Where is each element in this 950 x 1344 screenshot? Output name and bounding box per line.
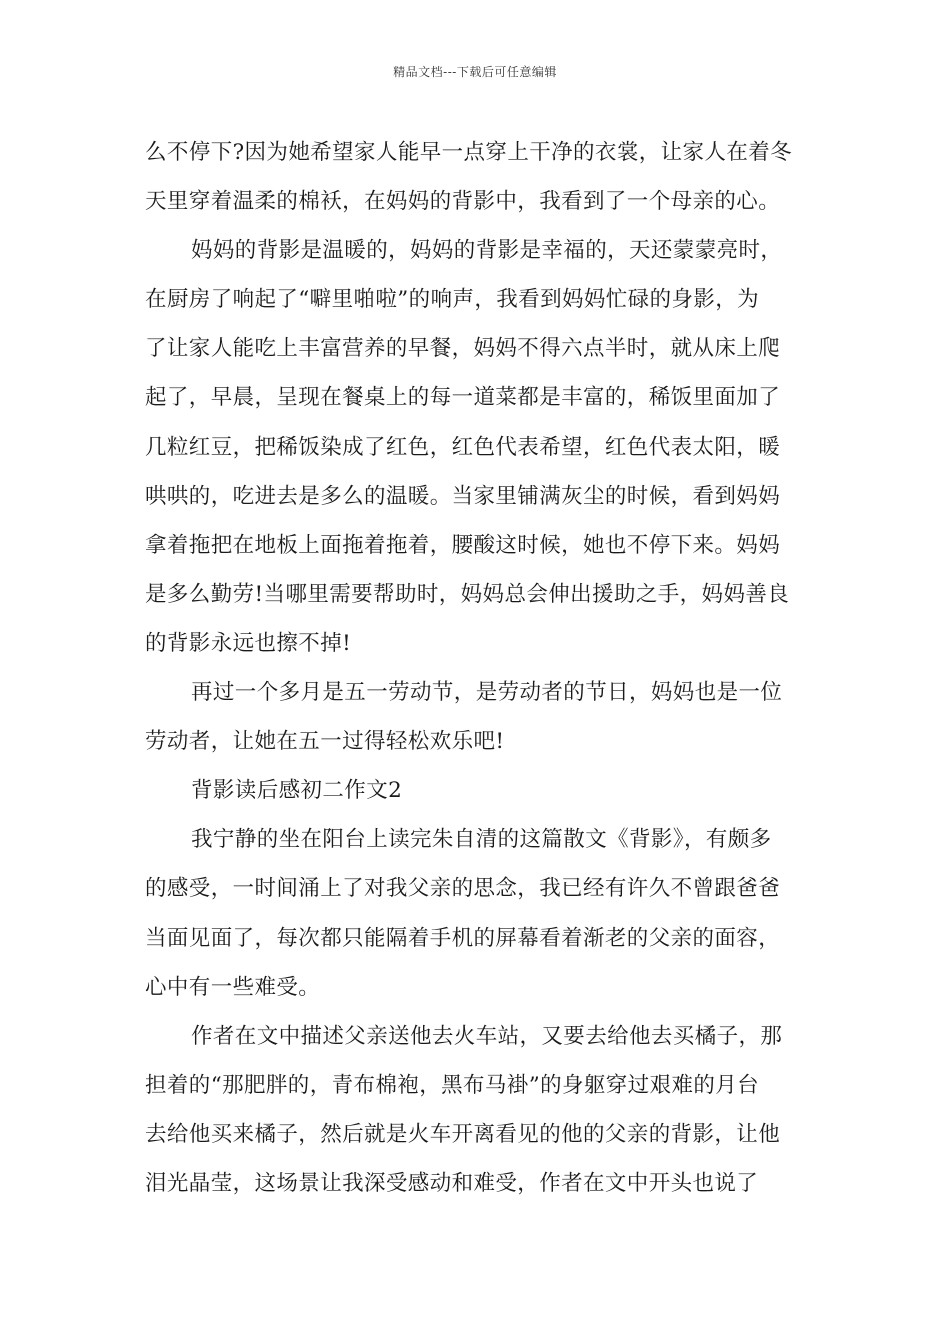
text-line: 起了，早晨，呈现在餐桌上的每一道菜都是丰富的，稀饭里面加了: [145, 385, 781, 411]
section-heading: 背影读后感初二作文2: [191, 778, 403, 804]
paragraph-start-line: 作者在文中描述父亲送他去火车站，又要去给他去买橘子，那: [191, 1023, 783, 1049]
page-header: 精品文档---下载后可任意编辑: [393, 65, 557, 79]
text-line: 的感受，一时间涌上了对我父亲的思念，我已经有许久不曾跟爸爸: [145, 876, 781, 902]
text-line: 劳动者，让她在五一过得轻松欢乐吧!: [145, 729, 505, 755]
text-line: 是多么勤劳!当哪里需要帮助时，妈妈总会伸出援助之手，妈妈善良: [145, 581, 790, 607]
text-line: 心中有一些难受。: [145, 974, 321, 1000]
text-line: 在厨房了响起了“噼里啪啦”的响声，我看到妈妈忙碌的身影，为: [145, 287, 760, 313]
paragraph-start-line: 再过一个多月是五一劳动节，是劳动者的节日，妈妈也是一位: [191, 680, 783, 706]
text-line: 哄哄的，吃进去是多么的温暖。当家里铺满灰尘的时候，看到妈妈: [145, 483, 781, 509]
text-line: 天里穿着温柔的棉袄，在妈妈的背影中，我看到了一个母亲的心。: [145, 189, 781, 215]
text-line: 的背影永远也擦不掉!: [145, 630, 352, 656]
paragraph-start-line: 我宁静的坐在阳台上读完朱自清的这篇散文《背影》，有颇多: [191, 827, 772, 853]
text-line: 几粒红豆，把稀饭染成了红色，红色代表希望，红色代表太阳，暖: [145, 434, 781, 460]
text-line: 担着的“那肥胖的，青布棉袍，黑布马褂”的身躯穿过艰难的月台: [145, 1072, 760, 1098]
document-body: [145, 128, 815, 1208]
text-line: 么不停下?因为她希望家人能早一点穿上干净的衣裳，让家人在着冬: [145, 140, 793, 165]
text-line: 拿着拖把在地板上面拖着拖着，腰酸这时候，她也不停下来。妈妈: [145, 532, 781, 558]
text-line: 泪光晶莹，这场景让我深受感动和难受，作者在文中开头也说了: [145, 1170, 759, 1196]
text-line: 去给他买来橘子，然后就是火车开离看见的他的父亲的背影，让他: [145, 1121, 781, 1147]
text-line: 了让家人能吃上丰富营养的早餐，妈妈不得六点半时，就从床上爬: [145, 336, 781, 362]
text-line: 当面见面了，每次都只能隔着手机的屏幕看着渐老的父亲的面容，: [145, 925, 781, 951]
paragraph-start-line: 妈妈的背影是温暖的，妈妈的背影是幸福的，天还蒙蒙亮时，: [191, 238, 783, 264]
